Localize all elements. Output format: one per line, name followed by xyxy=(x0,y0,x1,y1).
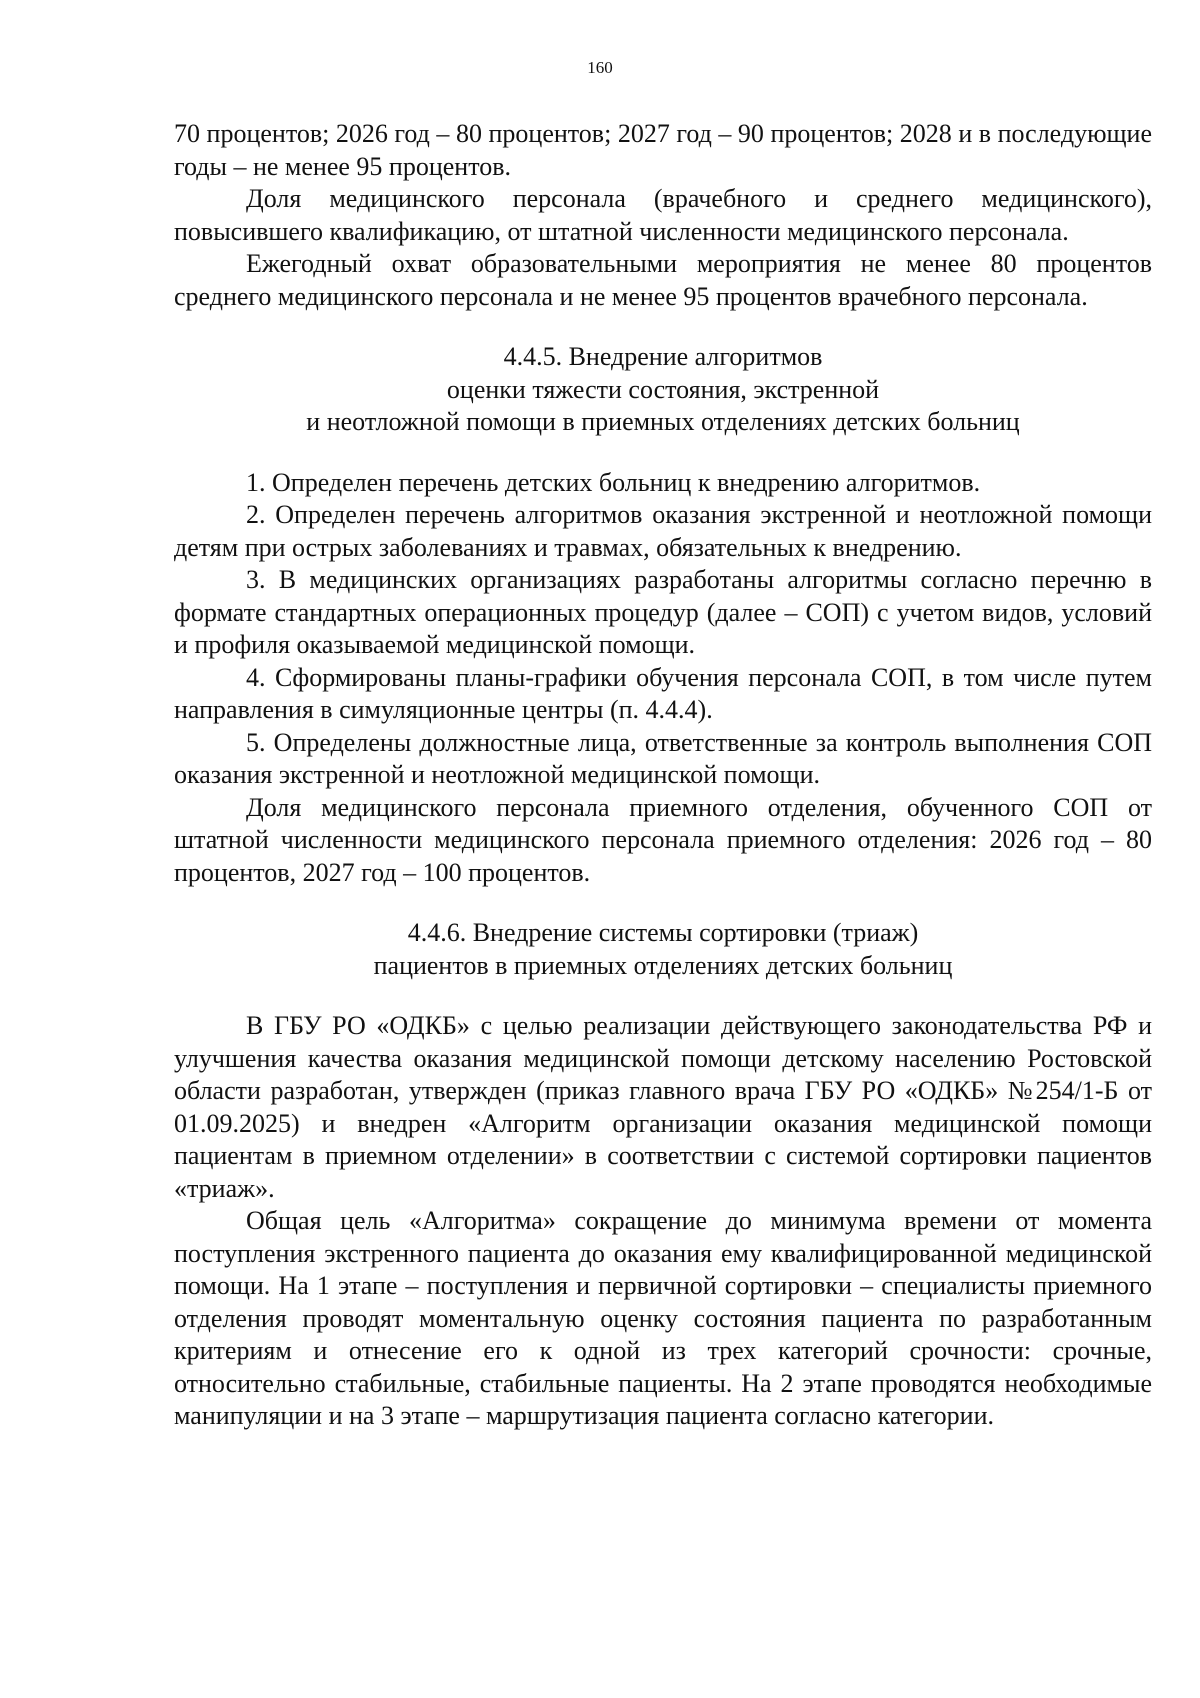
heading-line: 4.4.5. Внедрение алгоритмов xyxy=(503,342,823,371)
heading-line: 4.4.6. Внедрение системы сортировки (триаж) xyxy=(407,918,919,947)
list-item: 1. Определен перечень детских больниц к внедрению алгоритмов. xyxy=(246,467,981,497)
list-item: 4. Сформированы планы-графики обучения персонала СОП, в том числе путем направления в симуляционные центры (п. 4.4.4). xyxy=(174,662,1152,724)
paragraph: В ГБУ РО «ОДКБ» с целью реализации действующего законодательства РФ и улучшения качества оказания медицинской помощи детскому населению Ростовской области разработан, утвержден (приказ главного врача ГБУ РО «ОДКБ» №254/1-Б от 01.09.2025) и внедрен «Алгоритм организации оказания медицинской помощи пациентам в приемном отделении» в соответствии с системой сортировки пациентов «триаж». xyxy=(174,1011,1152,1203)
page-content xyxy=(174,118,1152,1433)
paragraph: Ежегодный охват образовательными мероприятия не менее 80 процентов среднего медицинского персонала и не менее 95 процентов врачебного персонала. xyxy=(174,249,1152,311)
list-item: 3. В медицинских организациях разработаны алгоритмы согласно перечню в формате стандартных операционных процедур (далее – СОП) с учетом видов, условий и профиля оказываемой медицинской помощи. xyxy=(174,565,1152,659)
paragraph: 70 процентов; 2026 год – 80 процентов; 2027 год – 90 процентов; 2028 и в последующие годы – не менее 95 процентов. xyxy=(174,119,1152,181)
list-item: 5. Определены должностные лица, ответственные за контроль выполнения СОП оказания экстренной и неотложной медицинской помощи. xyxy=(174,727,1152,789)
list-item: 2. Определен перечень алгоритмов оказания экстренной и неотложной помощи детям при острых заболеваниях и травмах, обязательных к внедрению. xyxy=(174,500,1152,562)
page-number: 160 xyxy=(587,58,613,77)
heading-line: пациентов в приемных отделениях детских больниц xyxy=(373,950,953,980)
paragraph: Общая цель «Алгоритма» сокращение до минимума времени от момента поступления экстренного пациента до оказания ему квалифицированной медицинской помощи. На 1 этапе – поступления и первичной сортировки – специалисты приемного отделения проводят моментальную оценку состояния пациента по разработанным критериям и отнесение его к одной из трех категорий срочности: срочные, относительно стабильные, стабильные пациенты. На 2 этапе проводятся необходимые манипуляции и на 3 этапе – маршрутизация пациента согласно категории. xyxy=(174,1206,1152,1430)
heading-line: оценки тяжести состояния, экстренной xyxy=(446,374,880,404)
section-body-4-4-5 xyxy=(174,467,1152,890)
heading-line: и неотложной помощи в приемных отделениях детских больниц xyxy=(306,407,1020,436)
paragraph: Доля медицинского персонала приемного отделения, обученного СОП от штатной численности медицинского персонала приемного отделения: 2026 год – 80 процентов, 2027 год – 100 процентов. xyxy=(174,792,1152,887)
section-heading-4-4-5 xyxy=(174,341,1152,439)
section-body-4-4-6 xyxy=(174,1010,1152,1433)
section-heading-4-4-6 xyxy=(174,917,1152,982)
paragraph: Доля медицинского персонала (врачебного и среднего медицинского), повысившего квалификацию, от штатной численности медицинского персонала. xyxy=(174,184,1152,246)
